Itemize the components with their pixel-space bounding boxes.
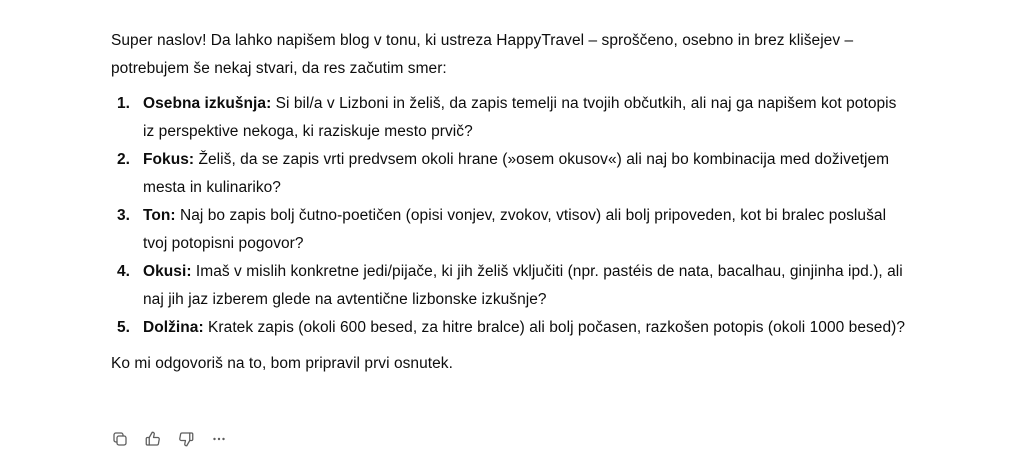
list-item-label: Fokus: (143, 151, 195, 168)
more-options-button[interactable] (208, 428, 230, 450)
list-item-number: 1. (117, 95, 131, 112)
assistant-message (111, 27, 911, 378)
list-item-number: 3. (117, 207, 131, 224)
list-item-label: Dolžina: (143, 319, 204, 336)
list-item-text: Želiš, da se zapis vrti predvsem okoli hrane (»osem okusov«) ali naj bo kombinacija med doživetjem mesta in kulinariko? (143, 151, 890, 196)
list-item (111, 90, 911, 146)
message-outro: Ko mi odgovoriš na to, bom pripravil prvi osnutek. (111, 355, 453, 372)
list-item-number: 5. (117, 319, 131, 336)
list-item (111, 146, 911, 202)
list-item (111, 314, 911, 342)
list-item (111, 202, 911, 258)
list-item-text: Kratek zapis (okoli 600 besed, za hitre bralce) ali bolj počasen, razkošen potopis (okoli 1000 besed)? (203, 319, 906, 336)
copy-button[interactable] (109, 428, 131, 450)
list-item-number: 4. (117, 263, 131, 280)
list-item-label: Ton: (143, 207, 176, 224)
message-intro: Super naslov! Da lahko napišem blog v tonu, ki ustreza HappyTravel – sproščeno, osebno in brez klišejev – potrebujem še nekaj stvari, da res začutim smer: (111, 32, 854, 77)
copy-icon (111, 430, 129, 448)
thumbs-down-button[interactable] (175, 428, 197, 450)
list-item (111, 258, 911, 314)
thumbs-down-icon (177, 430, 195, 448)
list-item-label: Okusi: (143, 263, 192, 280)
list-item-text: Imaš v mislih konkretne jedi/pijače, ki jih želiš vključiti (npr. pastéis de nata, bacalhau, ginjinha ipd.), ali naj jih jaz izberem glede na avtentične lizbonske izkušnje? (143, 263, 903, 308)
list-item-text: Si bil/a v Lizboni in želiš, da zapis temelji na tvojih občutkih, ali naj ga napišem kot potopis iz perspektive nekoga, ki raziskuje mesto prvič? (143, 95, 897, 140)
more-icon (210, 430, 228, 448)
thumbs-up-icon (144, 430, 162, 448)
list-item-text: Naj bo zapis bolj čutno-poetičen (opisi vonjev, zvokov, vtisov) ali bolj pripoveden, kot bi bralec poslušal tvoj potopisni pogovor? (143, 207, 887, 252)
list-item-label: Osebna izkušnja: (143, 95, 272, 112)
question-list (111, 90, 911, 342)
message-actions (109, 428, 230, 450)
thumbs-up-button[interactable] (142, 428, 164, 450)
list-item-number: 2. (117, 151, 131, 168)
